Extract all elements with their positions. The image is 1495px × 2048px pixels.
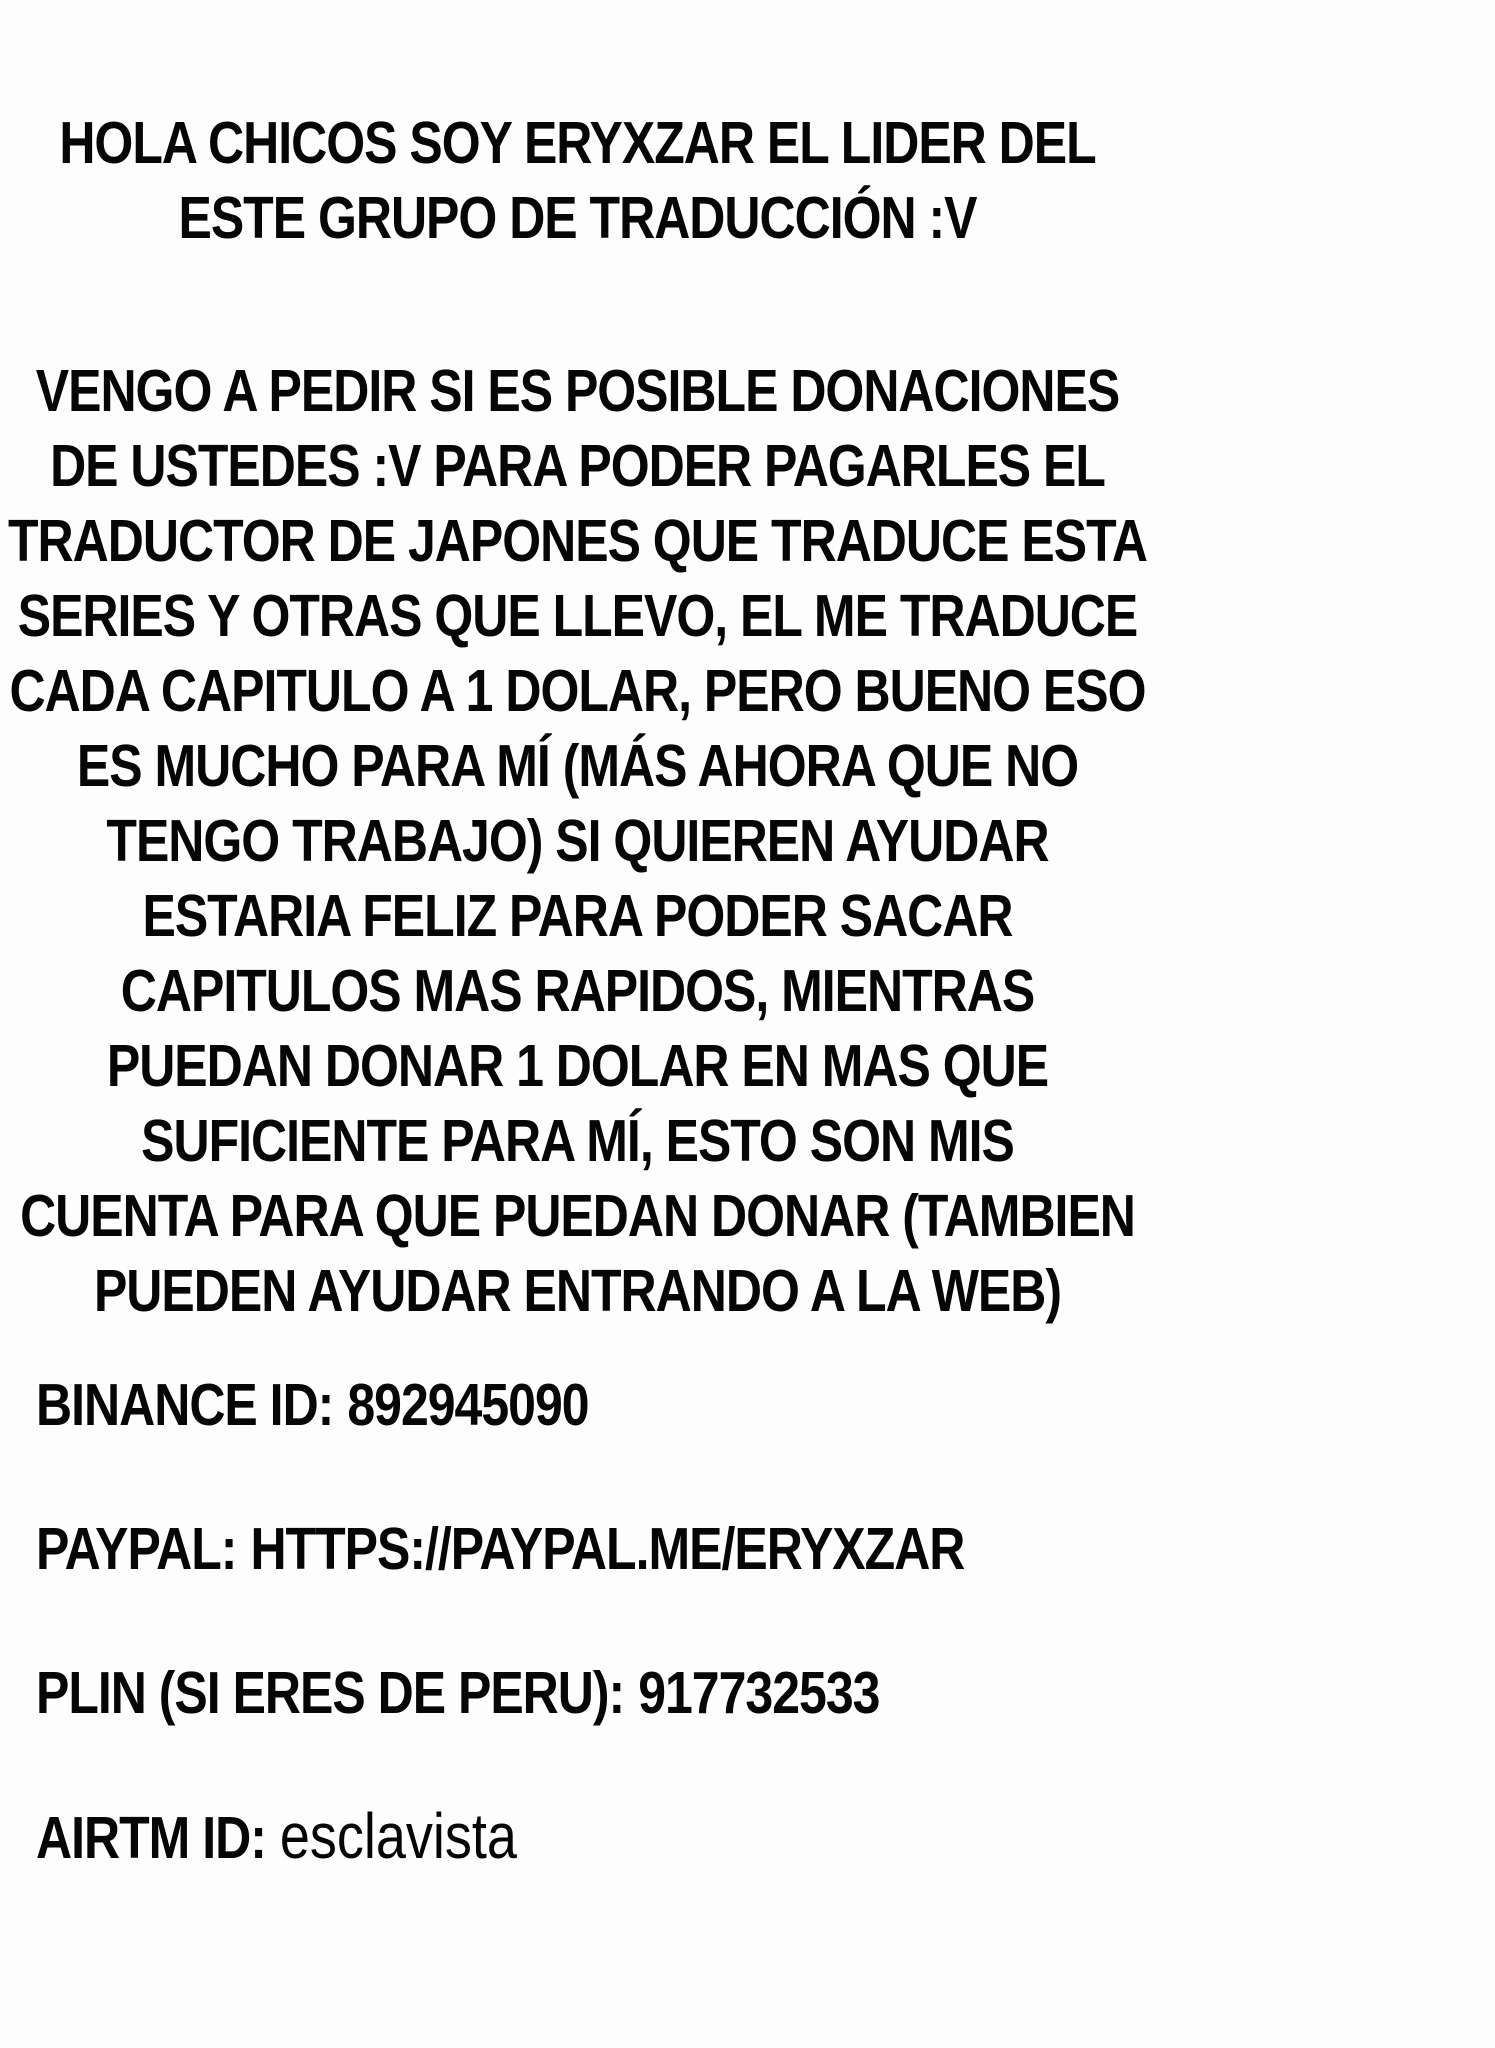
donation-message-line: PUEDEN AYUDAR ENTRANDO A LA WEB) bbox=[93, 1257, 1062, 1324]
airtm-account-value: esclavista bbox=[279, 1801, 517, 1873]
donation-message-line: SUFICIENTE PARA MÍ, ESTO SON MIS bbox=[141, 1107, 1014, 1174]
donation-message-line: CAPITULOS MAS RAPIDOS, MIENTRAS bbox=[120, 957, 1035, 1024]
donation-message-line: SERIES Y OTRAS QUE LLEVO, EL ME TRADUCE bbox=[17, 582, 1138, 649]
intro-heading bbox=[0, 106, 1155, 256]
donation-message-line: CADA CAPITULO A 1 DOLAR, PERO BUENO ESO bbox=[9, 657, 1146, 724]
donation-accounts bbox=[0, 1367, 1495, 1877]
airtm-account-label: AIRTM ID: bbox=[36, 1804, 266, 1872]
donation-message-line: TRADUCTOR DE JAPONES QUE TRADUCE ESTA bbox=[7, 507, 1148, 574]
plin-account-label: PLIN (SI ERES DE PERU): bbox=[36, 1659, 625, 1726]
plin-account-row bbox=[36, 1648, 1495, 1739]
paypal-account-value: HTTPS://PAYPAL.ME/ERYXZAR bbox=[250, 1515, 965, 1582]
airtm-account-row bbox=[36, 1792, 1495, 1884]
binance-account-label: BINANCE ID: bbox=[36, 1371, 334, 1438]
donation-message bbox=[0, 354, 1155, 1329]
donation-message-line: DE USTEDES :V PARA PODER PAGARLES EL bbox=[50, 432, 1105, 499]
paypal-account-row bbox=[36, 1504, 1495, 1595]
paypal-account-label: PAYPAL: bbox=[36, 1515, 237, 1582]
plin-account-value: 917732533 bbox=[638, 1659, 880, 1726]
donation-message-line: ES MUCHO PARA MÍ (MÁS AHORA QUE NO bbox=[76, 732, 1079, 799]
binance-account-row bbox=[36, 1360, 1495, 1451]
donation-message-line: VENGO A PEDIR SI ES POSIBLE DONACIONES bbox=[35, 357, 1120, 424]
intro-heading-line-2: ESTE GRUPO DE TRADUCCIÓN :V bbox=[178, 184, 977, 251]
donation-message-line: TENGO TRABAJO) SI QUIEREN AYUDAR bbox=[106, 807, 1049, 874]
intro-heading-line-1: HOLA CHICOS SOY ERYXZAR EL LIDER DEL bbox=[59, 109, 1096, 176]
binance-account-value: 892945090 bbox=[347, 1371, 589, 1438]
donation-message-line: PUEDAN DONAR 1 DOLAR EN MAS QUE bbox=[106, 1032, 1049, 1099]
donation-message-line: CUENTA PARA QUE PUEDAN DONAR (TAMBIEN bbox=[20, 1182, 1135, 1249]
donation-message-line: ESTARIA FELIZ PARA PODER SACAR bbox=[142, 882, 1013, 949]
